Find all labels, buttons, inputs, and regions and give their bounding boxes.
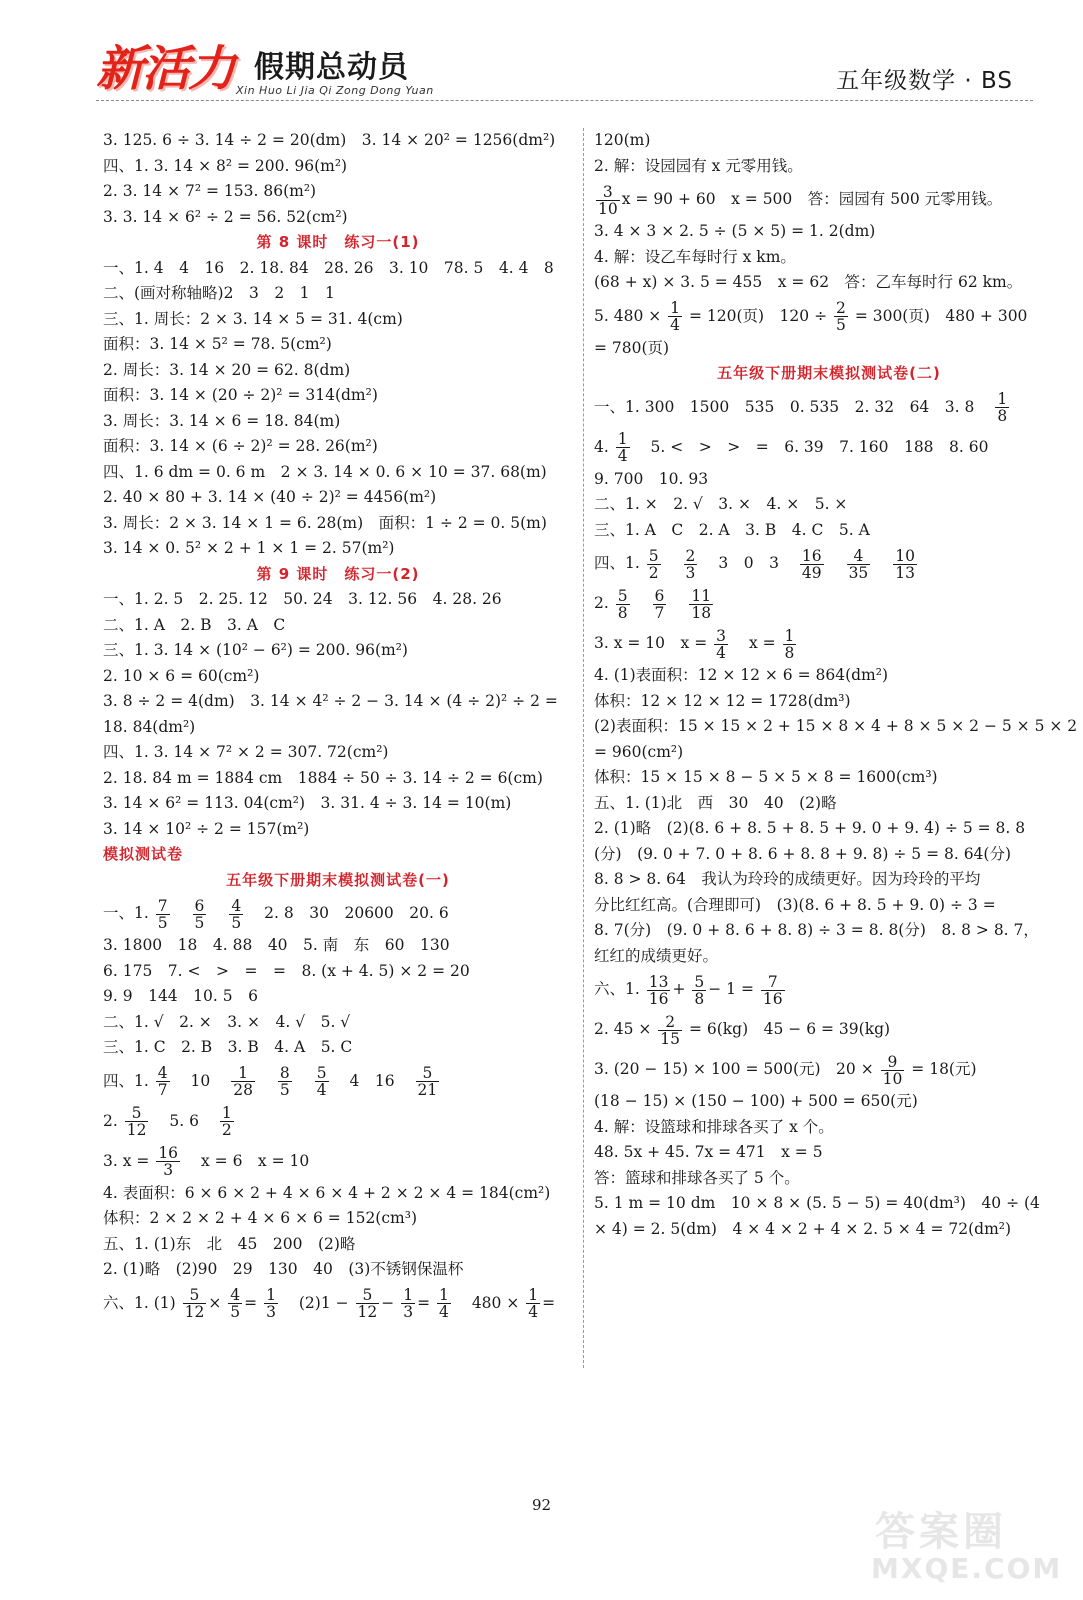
lesson-heading: 第 8 课时 练习一(1) <box>256 233 420 251</box>
fraction: $\frac{5}{12}$ <box>184 1286 205 1321</box>
answer-line: 2. 解：设园园有 x 元零用钱。 <box>594 156 803 175</box>
answer-line: 3. 3. 14 × 6² ÷ 2 = 56. 52(cm²) <box>103 207 348 226</box>
answer-line: 四、1. $\frac{5}{2}$ $\frac{2}{3}$ 3 0 3 $\frac{16}{49}$ $\frac{4}{35}$ $\frac{10}{13}$ <box>594 546 915 582</box>
answer-line: 9. 9 144 10. 5 6 <box>103 987 258 1005</box>
answer-line: 五、1. (1)北 西 30 40 (2)略 <box>594 793 837 812</box>
fraction: $\frac{5}{8}$ <box>617 586 628 622</box>
watermark-url: MXQE.COM <box>871 1552 1063 1585</box>
answer-line: (分) (9. 0 + 7. 0 + 8. 6 + 8. 8 + 9. 8) ÷ 5 = 8. 64(分) <box>594 844 1012 863</box>
exam-heading: 五年级下册期末模拟测试卷(二) <box>717 364 941 382</box>
answer-line: 3. (20 − 15) × 100 = 500(元) 20 × $\frac{9}{10}$ = 18(元) <box>594 1052 977 1088</box>
answer-line: 2. (1)略 (2)90 29 130 40 (3)不锈钢保温杯 <box>103 1260 464 1278</box>
fraction: $\frac{5}{12}$ <box>126 1104 147 1139</box>
answer-line: 4. 解：设乙车每时行 x km。 <box>594 247 796 266</box>
fraction: $\frac{4}{5}$ <box>230 1286 241 1321</box>
fraction: $\frac{4}{7}$ <box>157 1064 168 1099</box>
answer-line: 5. 480 × $\frac{1}{4}$ = 120(页) 120 ÷ $\frac{2}{5}$ = 300(页) 480 + 300 <box>594 299 1028 334</box>
fraction: $\frac{10}{13}$ <box>895 546 915 582</box>
fraction: $\frac{7}{16}$ <box>762 972 783 1008</box>
answer-line: 答：篮球和排球各买了 5 个。 <box>594 1168 800 1187</box>
answer-line: 四、1. 3. 14 × 8² = 200. 96(m²) <box>103 156 348 175</box>
answer-line: 18. 84(dm²) <box>103 717 196 736</box>
answer-line: 120(m) <box>594 131 651 149</box>
answer-line: 4. (1)表面积：12 × 12 × 6 = 864(dm²) <box>594 666 889 684</box>
right-column <box>594 128 1078 1242</box>
fraction: $\frac{1}{4}$ <box>617 430 628 465</box>
answer-line: 2. 18. 84 m = 1884 cm 1884 ÷ 50 ÷ 3. 14 ÷ 2 = 6(cm) <box>103 768 543 787</box>
answer-line: 3. 14 × 10² ÷ 2 = 157(m²) <box>103 819 310 838</box>
answer-line: 3. 8 ÷ 2 = 4(dm) 3. 14 × 4² ÷ 2 − 3. 14 × (4 ÷ 2)² ÷ 2 = <box>103 692 558 710</box>
answer-line: 3. x = 10 x = $\frac{3}{4}$ x = $\frac{1}{8}$ <box>594 626 795 662</box>
fraction: $\frac{16}{49}$ <box>801 546 822 582</box>
logo-main-text: 新活力 <box>96 41 235 97</box>
column-divider <box>583 128 584 1368</box>
brand-logo <box>96 28 456 108</box>
answer-line: 面积：3. 14 × (6 ÷ 2)² = 28. 26(m²) <box>103 437 378 455</box>
fraction: $\frac{5}{2}$ <box>648 546 659 582</box>
answer-line: 2. 3. 14 × 7² = 153. 86(m²) <box>103 182 317 200</box>
fraction: $\frac{5}{21}$ <box>417 1064 438 1099</box>
fraction: $\frac{9}{10}$ <box>882 1052 903 1088</box>
answer-line: 3. 125. 6 ÷ 3. 14 ÷ 2 = 20(dm) 3. 14 × 20² = 1256(dm²) <box>103 131 556 149</box>
fraction: $\frac{2}{15}$ <box>660 1012 681 1048</box>
answer-line: (18 − 15) × (150 − 100) + 500 = 650(元) <box>594 1092 918 1110</box>
fraction: $\frac{4}{35}$ <box>848 546 869 582</box>
fraction: $\frac{1}{3}$ <box>403 1286 414 1321</box>
section-heading: 模拟测试卷 <box>103 845 184 863</box>
page-header <box>0 0 1083 112</box>
answer-line: 3. 周长：2 × 3. 14 × 1 = 6. 28(m) 面积：1 ÷ 2 = 0. 5(m) <box>103 513 547 532</box>
fraction: $\frac{1}{4}$ <box>439 1286 449 1321</box>
answer-line: 四、1. 6 dm = 0. 6 m 2 × 3. 14 × 0. 6 × 10 = 37. 68(m) <box>103 462 547 481</box>
answer-line: 三、1. C 2. B 3. B 4. A 5. C <box>103 1038 353 1056</box>
answer-line: 2. $\frac{5}{12}$ 5. 6 $\frac{1}{2}$ <box>103 1104 232 1139</box>
answer-line: 3. 4 × 3 × 2. 5 ÷ (5 × 5) = 1. 2(dm) <box>594 222 876 240</box>
answer-line: 2. 45 × $\frac{2}{15}$ = 6(kg) 45 − 6 = 39(kg) <box>594 1012 891 1048</box>
exam-heading: 五年级下册期末模拟测试卷(一) <box>226 870 450 889</box>
answer-line: 3. 周长：3. 14 × 6 = 18. 84(m) <box>103 411 341 430</box>
watermark-logo-text: 答案圈 <box>875 1509 1007 1555</box>
answer-line: 9. 700 10. 93 <box>594 469 709 488</box>
answer-line: 2. 10 × 6 = 60(cm²) <box>103 666 260 685</box>
fraction: $\frac{7}{5}$ <box>157 896 168 932</box>
fraction: $\frac{4}{5}$ <box>231 896 242 932</box>
answer-line: 2. (1)略 (2)(8. 6 + 8. 5 + 8. 5 + 9. 0 + 9. 4) ÷ 5 = 8. 8 <box>594 819 1026 837</box>
fraction: $\frac{6}{5}$ <box>194 896 205 932</box>
answer-line: = 960(cm²) <box>594 742 684 761</box>
answer-line: 六、1. $\frac{13}{16}$ + $\frac{5}{8}$ − 1 = $\frac{7}{16}$ <box>594 972 783 1008</box>
answer-line: 面积：3. 14 × 5² = 78. 5(cm²) <box>103 335 332 353</box>
answer-line: (2)表面积：15 × 15 × 2 + 15 × 8 × 4 + 8 × 5 × 2 − 5 × 5 × 2 <box>594 717 1078 735</box>
answer-line: (68 + x) × 3. 5 = 455 x = 62 答：乙车每时行 62 km。 <box>594 273 1023 291</box>
fraction: $\frac{1}{8}$ <box>784 626 795 662</box>
answer-line: 一、1. 300 1500 535 0. 535 2. 32 64 3. 8 $\frac{1}{8}$ <box>594 390 1008 425</box>
answer-line: 2. 周长：3. 14 × 20 = 62. 8(dm) <box>103 360 351 379</box>
answer-line: 8. 7(分) (9. 0 + 8. 6 + 8. 8) ÷ 3 = 8. 8(分) 8. 8 > 8. 7， <box>594 921 1039 939</box>
answer-line: 5. 1 m = 10 dm 10 × 8 × (5. 5 − 5) = 40(dm³) 40 ÷ (4 <box>594 1194 1040 1212</box>
answer-line: 分比红红高。(合理即可) (3)(8. 6 + 8. 5 + 9. 0) ÷ 3 = <box>594 895 996 914</box>
answer-line: 2. 40 × 80 + 3. 14 × (40 ÷ 2)² = 4456(m²) <box>103 488 437 506</box>
fraction: $\frac{5}{4}$ <box>316 1064 327 1099</box>
answer-line: 4. $\frac{1}{4}$ 5. < > > = 6. 39 7. 160 188 8. 60 <box>594 430 989 465</box>
answer-line: 4. 解：设篮球和排球各买了 x 个。 <box>594 1117 834 1136</box>
answer-line: 3. 14 × 0. 5² × 2 + 1 × 1 = 2. 57(m²) <box>103 539 395 557</box>
answer-line: × 4) = 2. 5(dm) 4 × 4 × 2 + 4 × 2. 5 × 4 = 72(dm²) <box>594 1219 1012 1238</box>
fraction: $\frac{1}{3}$ <box>266 1286 276 1321</box>
fraction: $\frac{5}{8}$ <box>694 972 705 1008</box>
lesson-heading: 第 9 课时 练习一(2) <box>256 564 420 583</box>
answer-line: 2. $\frac{5}{8}$ $\frac{6}{7}$ $\frac{11}{18}$ <box>594 586 712 622</box>
fraction: $\frac{1}{2}$ <box>221 1104 232 1139</box>
fraction: $\frac{1}{28}$ <box>233 1064 253 1099</box>
logo-sub-text: 假期总动员 <box>254 50 409 85</box>
answer-line: 二、1. × 2. √ 3. × 4. × 5. × <box>594 495 848 513</box>
answer-line: = 780(页) <box>594 338 670 357</box>
answer-line: 8. 8 > 8. 64 我认为玲玲的成绩更好。因为玲玲的平均 <box>594 870 981 888</box>
answer-line: 3. 14 × 6² = 113. 04(cm²) 3. 31. 4 ÷ 3. 14 = 10(m) <box>103 794 512 812</box>
fraction: $\frac{16}{3}$ <box>158 1144 179 1179</box>
answer-line: 三、1. A C 2. A 3. B 4. C 5. A <box>594 520 870 539</box>
fraction: $\frac{8}{5}$ <box>279 1064 290 1099</box>
answer-line: $\frac{3}{10}$ x = 90 + 60 x = 500 答：园园有 500 元零用钱。 <box>598 182 1003 218</box>
answer-line: 三、1. 周长：2 × 3. 14 × 5 = 31. 4(cm) <box>103 309 403 328</box>
answer-line: 二、1. A 2. B 3. A C <box>103 615 286 634</box>
answer-line: 体积：12 × 12 × 12 = 1728(dm³) <box>594 691 851 710</box>
answer-line: 3. 1800 18 4. 88 40 5. 南 东 60 130 <box>103 936 450 954</box>
answer-line: 面积：3. 14 × (20 ÷ 2)² = 314(dm²) <box>103 386 378 404</box>
fraction: $\frac{13}{16}$ <box>648 972 669 1008</box>
fraction: $\frac{3}{10}$ <box>598 182 618 218</box>
logo-pinyin: Xin Huo Li Jia Qi Zong Dong Yuan <box>236 84 434 97</box>
answer-line: 二、1. √ 2. × 3. × 4. √ 5. √ <box>103 1012 351 1031</box>
header-divider <box>96 100 1033 101</box>
answer-line: 6. 175 7. < > = = 8. (x + 4. 5) × 2 = 20 <box>103 961 470 980</box>
grade-subject-label: 五年级数学 · BS <box>836 68 1013 94</box>
left-column <box>103 128 573 1323</box>
answer-line: 红红的成绩更好。 <box>594 946 719 965</box>
answer-line: 二、(画对称轴略)2 3 2 1 1 <box>103 284 335 302</box>
page-number: 92 <box>531 1496 552 1514</box>
answer-line: 一、1. 4 4 16 2. 18. 84 28. 26 3. 10 78. 5 4. 4 8 <box>103 258 554 277</box>
fraction: $\frac{1}{4}$ <box>528 1286 539 1321</box>
answer-line: 六、1. (1) $\frac{5}{12}$ × $\frac{4}{5}$ = $\frac{1}{3}$ (2)1 − $\frac{5}{12}$ − $\frac{1}{3}$ = $\frac{1}{4}$ 480 × $\frac{1}{4}$ = <box>103 1286 556 1321</box>
fraction: $\frac{5}{12}$ <box>357 1286 378 1321</box>
fraction: $\frac{1}{8}$ <box>997 390 1008 425</box>
site-watermark <box>865 1500 1063 1590</box>
fraction: $\frac{2}{3}$ <box>685 546 696 582</box>
answer-line: 四、1. 3. 14 × 7² × 2 = 307. 72(cm²) <box>103 743 389 761</box>
answer-line: 3. x = $\frac{16}{3}$ x = 6 x = 10 <box>103 1144 310 1179</box>
fraction: $\frac{6}{7}$ <box>654 586 665 622</box>
fraction: $\frac{3}{4}$ <box>716 626 726 662</box>
fraction: $\frac{11}{18}$ <box>691 586 712 622</box>
answer-line: 体积：15 × 15 × 8 − 5 × 5 × 8 = 1600(cm³) <box>594 768 938 786</box>
answer-line: 一、1. 2. 5 2. 25. 12 50. 24 3. 12. 56 4. 28. 26 <box>103 590 502 608</box>
fraction: $\frac{1}{4}$ <box>670 299 681 334</box>
answer-line: 五、1. (1)东 北 45 200 (2)略 <box>103 1234 356 1253</box>
answer-line: 一、1. $\frac{7}{5}$ $\frac{6}{5}$ $\frac{4}{5}$ 2. 8 30 20600 20. 6 <box>103 896 449 932</box>
answer-line: 48. 5x + 45. 7x = 471 x = 5 <box>594 1143 823 1161</box>
fraction: $\frac{2}{5}$ <box>836 299 846 334</box>
answer-line: 体积：2 × 2 × 2 + 4 × 6 × 6 = 152(cm³) <box>103 1209 417 1227</box>
answer-line: 四、1. $\frac{4}{7}$ 10 $\frac{1}{28}$ $\frac{8}{5}$ $\frac{5}{4}$ 4 16 $\frac{5}{21}$ <box>103 1064 438 1099</box>
answer-line: 4. 表面积：6 × 6 × 2 + 4 × 6 × 4 + 2 × 2 × 4 = 184(cm²) <box>103 1183 551 1202</box>
answer-line: 三、1. 3. 14 × (10² − 6²) = 200. 96(m²) <box>103 641 408 659</box>
